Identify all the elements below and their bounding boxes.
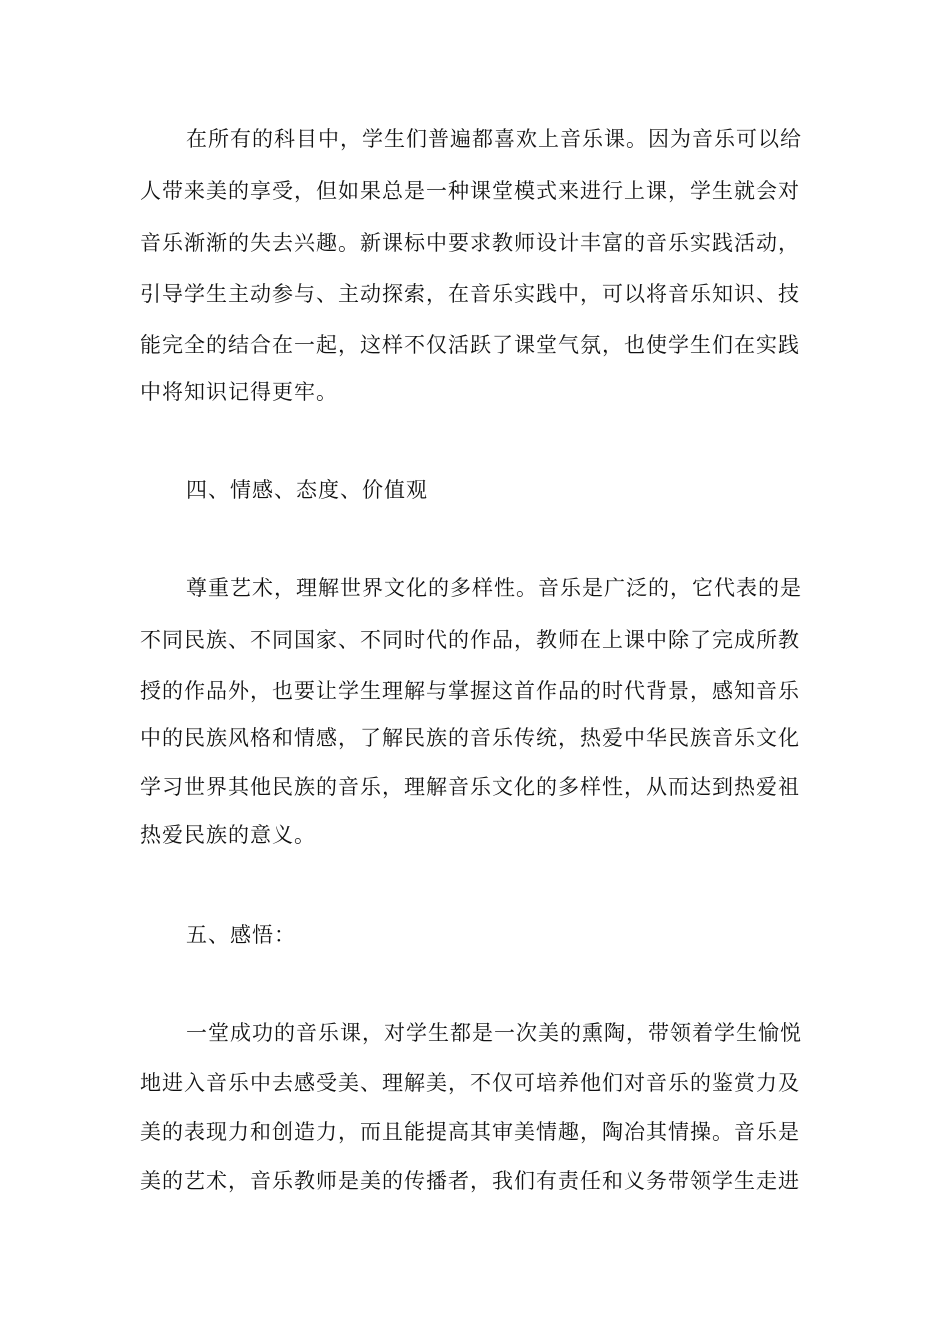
text-line: 美的表现力和创造力，而且能提高其审美情趣，陶冶其情操。音乐是 xyxy=(140,1120,800,1144)
text-line: 授的作品外，也要让学生理解与掌握这首作品的时代背景，感知音乐 xyxy=(140,679,800,703)
text-line: 热爱民族的意义。 xyxy=(140,823,316,847)
text-line: 人带来美的享受，但如果总是一种课堂模式来进行上课，学生就会对 xyxy=(140,179,800,203)
text-line: 在所有的科目中，学生们普遍都喜欢上音乐课。因为音乐可以给 xyxy=(186,127,802,151)
text-line: 引导学生主动参与、主动探索，在音乐实践中，可以将音乐知识、技 xyxy=(140,282,800,306)
text-line: 地进入音乐中去感受美、理解美，不仅可培养他们对音乐的鉴赏力及 xyxy=(140,1071,800,1095)
text-line: 音乐渐渐的失去兴趣。新课标中要求教师设计丰富的音乐实践活动， xyxy=(140,231,800,255)
text-line: 尊重艺术，理解世界文化的多样性。音乐是广泛的，它代表的是 xyxy=(186,576,802,600)
text-line: 中将知识记得更牢。 xyxy=(140,380,338,404)
section-heading-four: 四、情感、态度、价值观 xyxy=(186,478,428,502)
text-line: 美的艺术，音乐教师是美的传播者，我们有责任和义务带领学生走进 xyxy=(140,1169,800,1193)
text-line: 不同民族、不同国家、不同时代的作品，教师在上课中除了完成所教 xyxy=(140,628,800,652)
text-line: 学习世界其他民族的音乐，理解音乐文化的多样性，从而达到热爱祖 xyxy=(140,775,800,799)
section-heading-five: 五、感悟： xyxy=(186,923,296,947)
text-line: 一堂成功的音乐课，对学生都是一次美的熏陶，带领着学生愉悦 xyxy=(186,1021,802,1045)
text-line: 能完全的结合在一起，这样不仅活跃了课堂气氛，也使学生们在实践 xyxy=(140,333,800,357)
text-line: 中的民族风格和情感，了解民族的音乐传统，热爱中华民族音乐文化 xyxy=(140,726,800,750)
